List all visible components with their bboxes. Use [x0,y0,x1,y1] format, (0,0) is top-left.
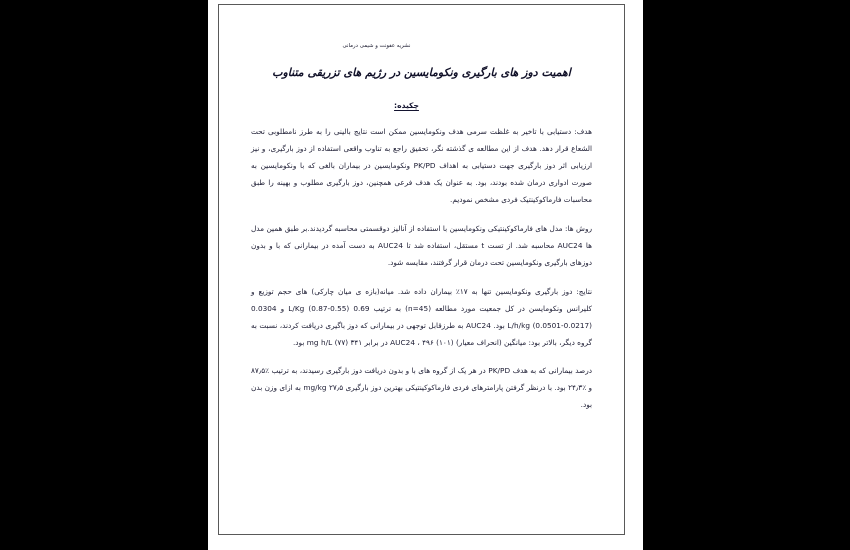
abstract-paragraph-methods: روش ها: مدل های فارماکوکینتیکی ونکومایسین با استفاده از آنالیز دوقسمتی محاسبه گردیدند.بر طبق همین مدل ها AUC24 محاسبه شد. از تست t مستقل، استفاده شد تا AUC24 به دست آمده در بیمارانی که با و بدون دوزهای بارگیری ونکومایسین تحت درمان قرار گرفتند، مقایسه شود. [251,224,592,267]
page-title: اهمیت دوز های بارگیری ونکومایسین در رژیم های تزریقی متناوب [272,66,571,80]
viewer-right-backdrop [643,0,850,550]
journal-header: نشریه عفونت و شیمی درمانی [342,43,411,49]
page-content [219,5,624,434]
abstract-paragraph-conclusion: درصد بیمارانی که به هدف PK/PD در هر یک از گروه های با و بدون دریافت دوز بارگیری رسیدند، به ترتیب ٪۸۷٫۵ و ٪۲۴٫۳ بود. با درنظر گرفتن پارامترهای فردی فارماکوکینتیکی بهترین دوز بارگیری ۲۷٫۵ mg/kg به ازای وزن بدن بود. [251,366,592,410]
abstract-label: چکیده: [394,101,419,111]
document-page[interactable] [218,4,625,535]
viewer-left-backdrop [0,0,208,550]
abstract-paragraph-results: نتایج: دوز بارگیری ونکومایسین تنها به ۱۷٪ بیماران داده شد. میانه(بازه ی میان چارکی) های حجم توزیع و کلیرانس ونکومایسن در کل جمعیت مورد مطالعه (n=45) به ترتیب 0.69 (0.55-0.87) L/Kg و 0.0304 (0.0217-0.0501) L/h/kg بود. AUC24 به طرزقابل توجهی در بیمارانی که دوز باگیری دریافت کردند، نسبت به گروه دیگر، بالاتر بود: میانگین (انحراف معیار) AUC24 ، ۴۹۶ (۱۰۱) در برابر ۳۴۱ (۷۷) mg h/L بود. [251,286,593,347]
abstract-paragraph-objective: هدف: دستیابی با تاخیر به غلظت سرمی هدف ونکومایسین ممکن است نتایج بالینی را به طرز نامطلوبی تحت الشعاع قرار دهد. هدف از این مطالعه ی گذشته نگر، تحقیق راجع به تناوب واقعی استفاده از دوز بارگیری، و نیز ارزیابی اثر دوز بارگیری جهت دستیابی به اهداف PK/PD ونکومایسین در بیماران بالغی که با ونکومایسین به صورت ادواری درمان شده بودند، بود. به عنوان یک هدف فرعی همچنین، دوز بارگیری مطلوب و بهینه را طبق محاسبات فارماکوکینتیک فردی مشخص نمودیم. [251,127,592,205]
